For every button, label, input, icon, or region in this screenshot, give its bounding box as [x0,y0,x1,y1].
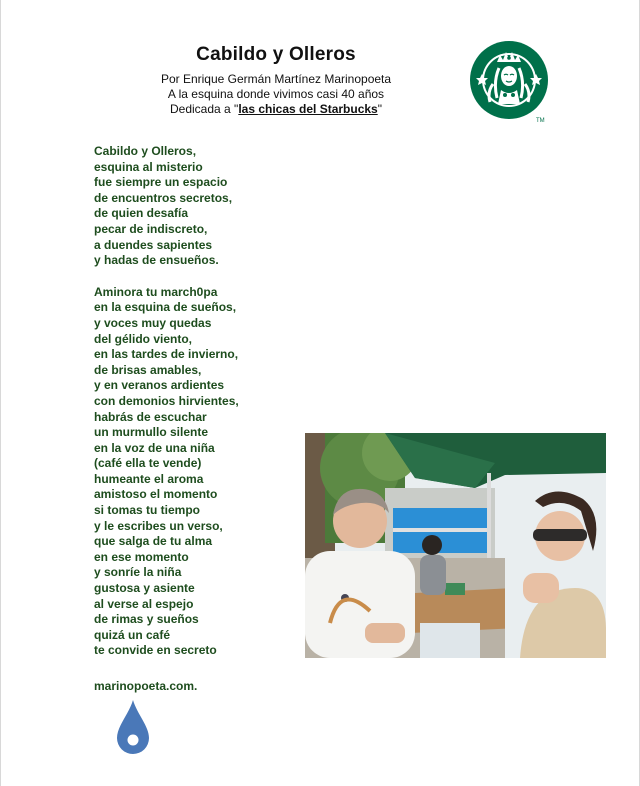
poem-line: y en veranos ardientes [94,378,225,393]
poem-stanza-2 [94,285,304,659]
poem-line: amistoso el momento [94,487,218,502]
subtitle: A la esquina donde vivimos casi 40 años [167,87,385,101]
dedication-suffix: " [377,102,382,116]
trademark-mark: TM [536,118,545,124]
water-drop-icon [115,698,151,756]
poem [94,144,304,659]
poem-line: de quien desafía [94,206,189,221]
poem-line: del gélido viento, [94,331,193,346]
poem-line: un murmullo silente [94,425,209,440]
poem-line: y hadas de ensueños. [94,253,219,268]
poem-line: habrás de escuchar [94,409,207,424]
poem-line: Aminora tu march0pa [94,284,218,299]
poem-line: y voces muy quedas [94,315,212,330]
starbucks-siren-logo [469,40,549,124]
poem-line: con demonios hirvientes, [94,393,239,408]
poem-line: de encuentros secretos, [94,190,233,205]
poem-line: gustosa y asiente [94,581,195,596]
dedication [131,102,421,117]
poem-line: y le escribes un verso, [94,518,223,533]
poem-line: de brisas amables, [94,362,202,377]
poem-line: de rimas y sueños [94,612,199,627]
header [131,44,421,117]
page-title: Cabildo y Olleros [196,44,356,65]
cafe-photo [305,433,606,658]
dedication-prefix: Dedicada a " [170,102,239,116]
byline: Por Enrique Germán Martínez Marinopoeta [160,72,392,86]
poem-line: humeante el aroma [94,471,204,486]
poem-line: en la voz de una niña [94,440,215,455]
poem-line: Cabildo y Olleros, [94,144,197,158]
poem-line: quizá un café [94,627,171,642]
poem-line: que salga de tu alma [94,534,213,549]
poem-line: en ese momento [94,549,189,564]
poem-line: fue siempre un espacio [94,175,228,190]
poem-line: pecar de indiscreto, [94,221,208,236]
poem-line: (café ella te vende) [94,456,202,471]
poem-line: a duendes sapientes [94,237,213,252]
poem-line: en la esquina de sueños, [94,300,237,315]
poem-stanza-1 [94,144,304,269]
dedication-link[interactable]: las chicas del Starbucks [238,102,378,116]
poem-line: si tomas tu tiempo [94,503,201,518]
poem-line: en las tardes de invierno, [94,347,239,362]
site-link[interactable]: marinopoeta.com. [94,679,198,693]
poem-line: esquina al misterio [94,159,203,174]
poem-line: te convide en secreto [94,643,217,658]
poem-line: al verse al espejo [94,596,194,611]
poem-line: y sonríe la niña [94,565,182,580]
stanza-gap [94,269,304,285]
